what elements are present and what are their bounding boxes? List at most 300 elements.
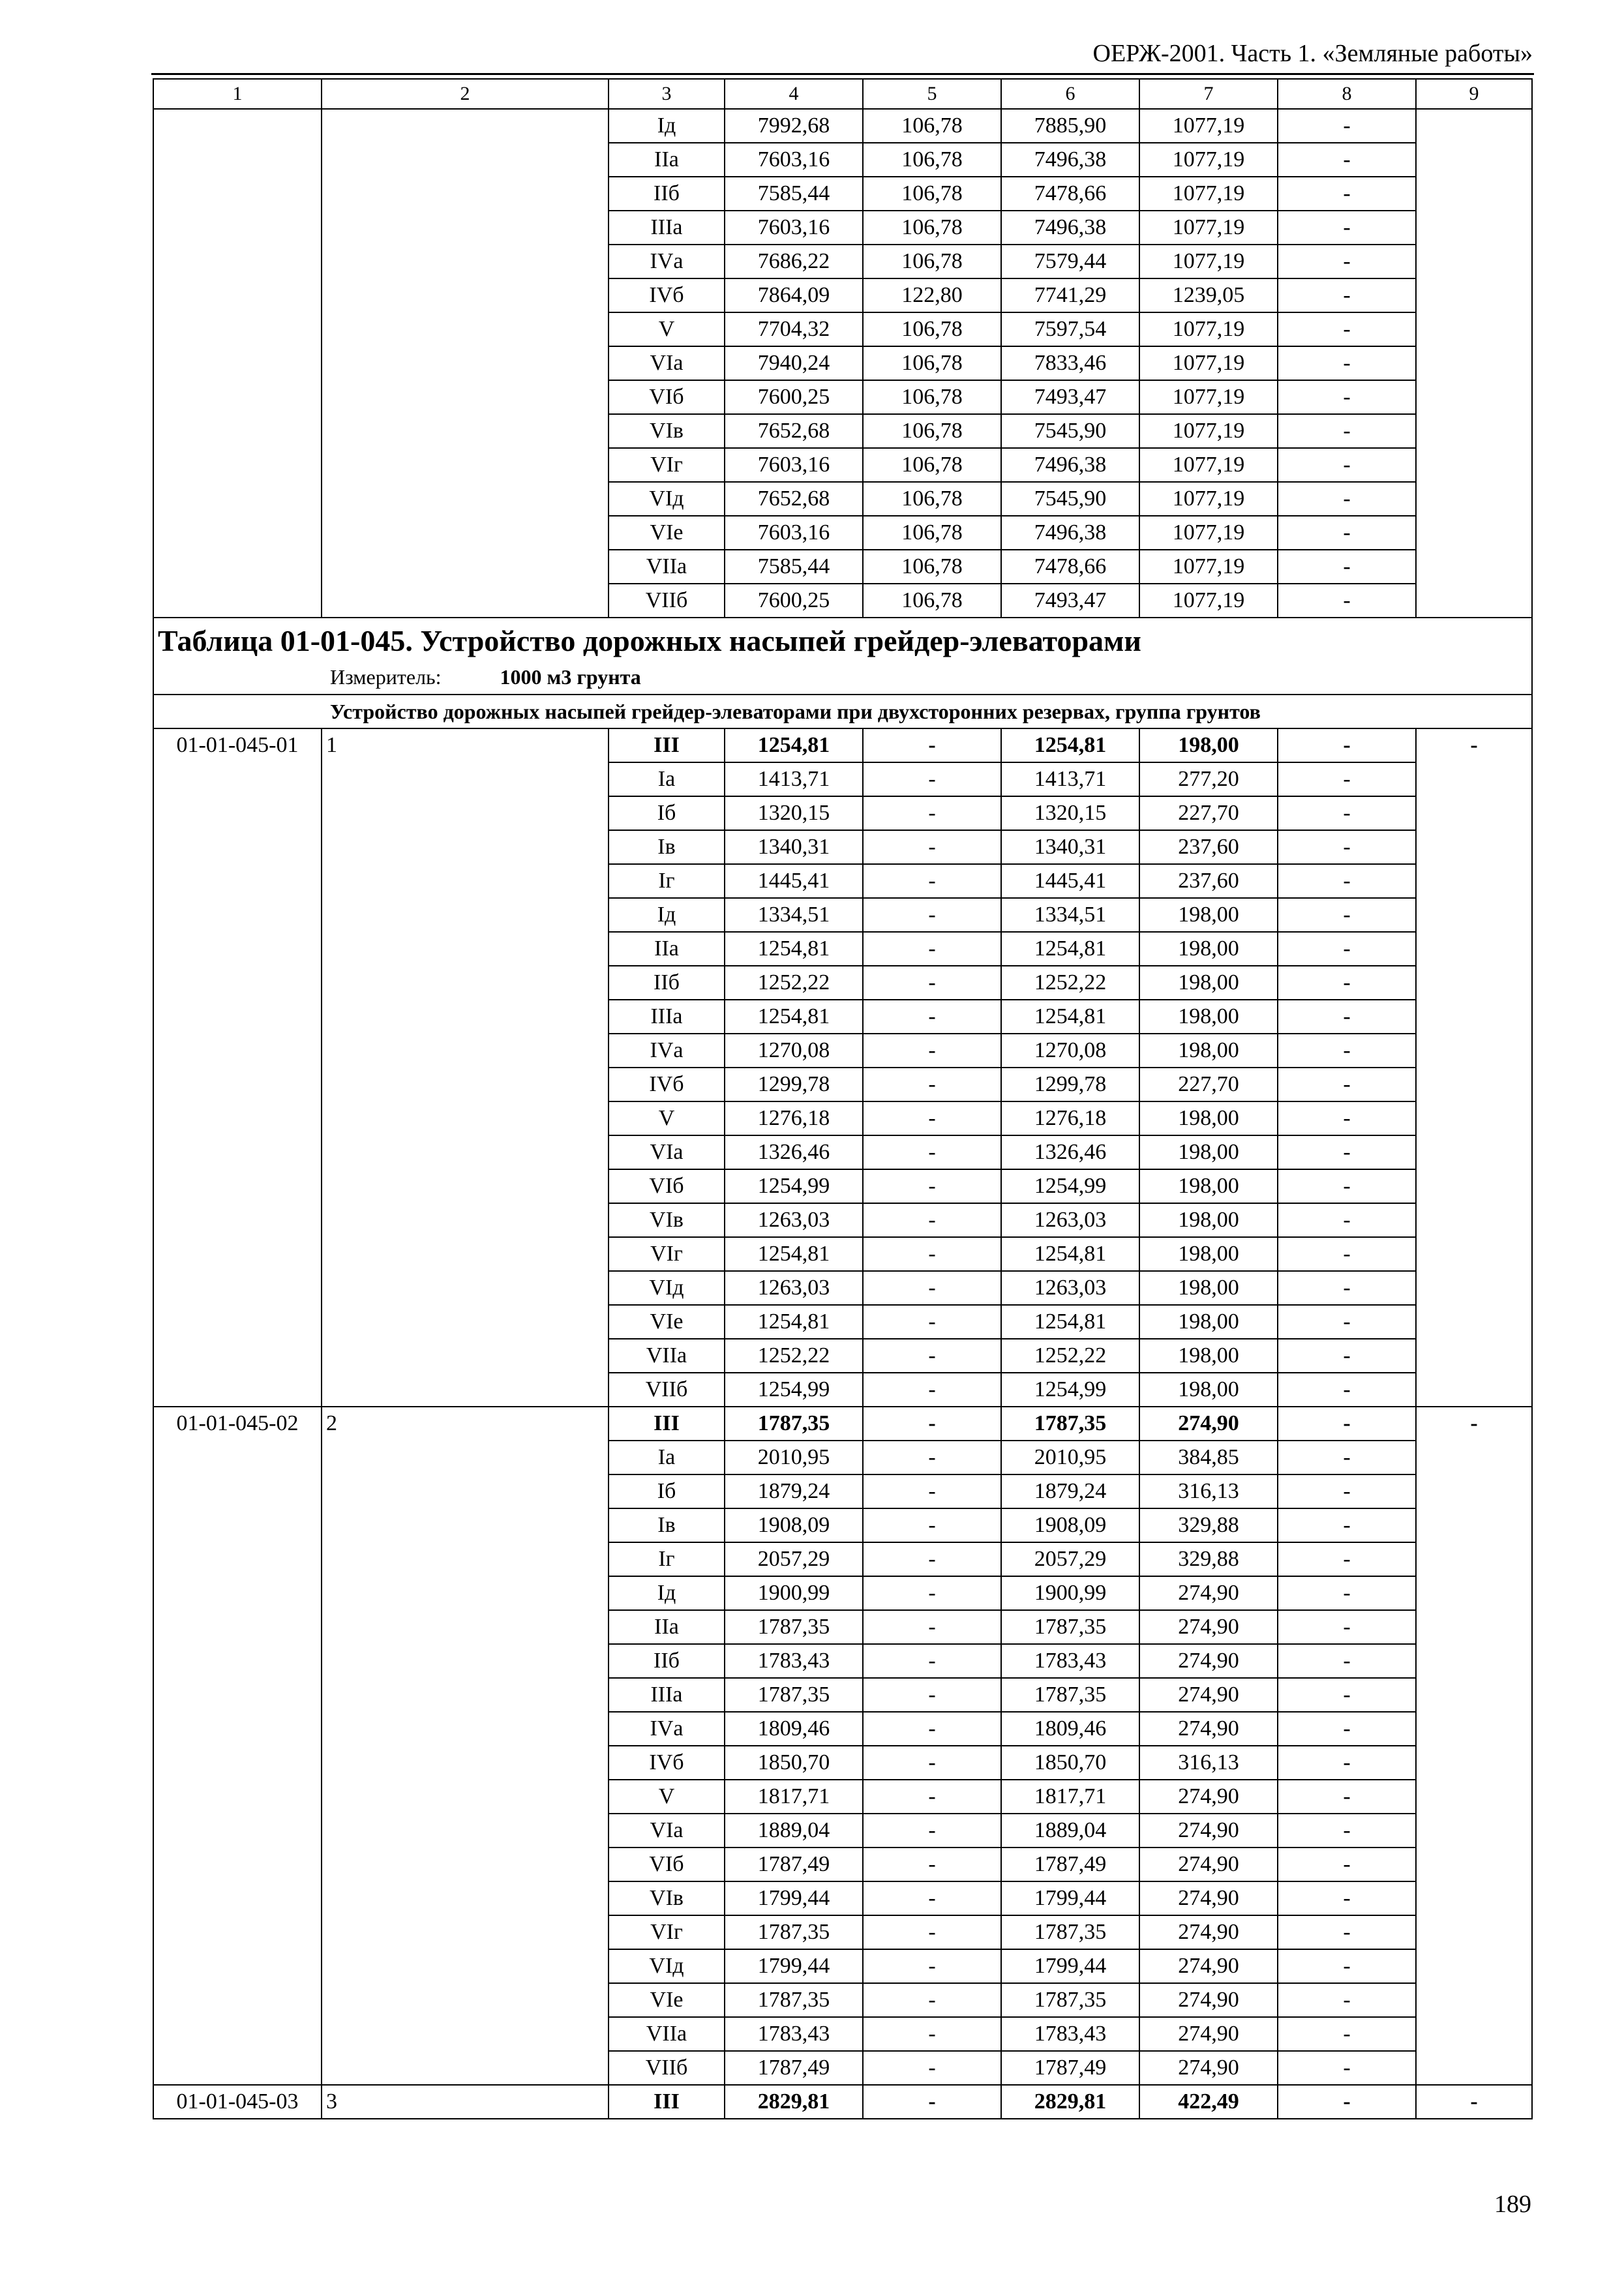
soil-group-cell: IIб xyxy=(609,1644,725,1678)
value-cell: 1239,05 xyxy=(1139,278,1278,312)
value-cell: 1334,51 xyxy=(1001,898,1139,932)
soil-group-cell: VIб xyxy=(609,1169,725,1203)
value-cell: 274,90 xyxy=(1139,1407,1278,1441)
value-cell: 1077,19 xyxy=(1139,448,1278,482)
soil-group-cell: VIг xyxy=(609,448,725,482)
soil-group-cell: VIIб xyxy=(609,584,725,618)
value-cell: 277,20 xyxy=(1139,762,1278,796)
value-cell: - xyxy=(1278,1441,1416,1474)
value-cell: 7600,25 xyxy=(725,380,863,414)
value-cell: - xyxy=(1278,312,1416,346)
value-cell: - xyxy=(863,830,1001,864)
value-cell: 1783,43 xyxy=(725,2017,863,2051)
value-cell: 1334,51 xyxy=(725,898,863,932)
value-cell: 106,78 xyxy=(863,482,1001,516)
value-cell: 1077,19 xyxy=(1139,482,1278,516)
soil-group-cell: Iг xyxy=(609,1542,725,1576)
value-cell: - xyxy=(1278,245,1416,278)
value-cell: 1077,19 xyxy=(1139,380,1278,414)
value-cell: 1445,41 xyxy=(1001,864,1139,898)
code-cell: 01-01-045-02 xyxy=(153,1407,322,2085)
value-cell: 106,78 xyxy=(863,245,1001,278)
value-cell: 1783,43 xyxy=(1001,1644,1139,1678)
value-cell: - xyxy=(1278,448,1416,482)
column-number: 4 xyxy=(725,79,863,109)
value-cell: 1783,43 xyxy=(1001,2017,1139,2051)
value-cell: - xyxy=(1278,177,1416,211)
soil-group-cell: VIа xyxy=(609,1135,725,1169)
value-cell: 7864,09 xyxy=(725,278,863,312)
value-cell: 1276,18 xyxy=(725,1101,863,1135)
soil-group-cell: IVа xyxy=(609,1034,725,1068)
value-cell: - xyxy=(1278,211,1416,245)
page-number: 189 xyxy=(1494,2191,1531,2218)
soil-group-cell: VIд xyxy=(609,482,725,516)
value-cell: 122,80 xyxy=(863,278,1001,312)
soil-group-cell: VIе xyxy=(609,1305,725,1339)
value-cell: - xyxy=(1278,1644,1416,1678)
value-cell: - xyxy=(1278,109,1416,143)
value-cell: - xyxy=(1278,1983,1416,2017)
code-cell: 01-01-045-03 xyxy=(153,2085,322,2119)
value-cell: - xyxy=(1278,2051,1416,2085)
column-number: 3 xyxy=(609,79,725,109)
value-cell: 198,00 xyxy=(1139,728,1278,762)
value-cell: 106,78 xyxy=(863,584,1001,618)
value-cell: 7496,38 xyxy=(1001,211,1139,245)
value-cell: 1077,19 xyxy=(1139,143,1278,177)
col9-cell: - xyxy=(1416,728,1532,1407)
value-cell: 1326,46 xyxy=(725,1135,863,1169)
soil-group-cell: III xyxy=(609,728,725,762)
value-cell: - xyxy=(1278,1000,1416,1034)
value-cell: 1908,09 xyxy=(725,1508,863,1542)
column-number: 8 xyxy=(1278,79,1416,109)
soil-group-cell: Iа xyxy=(609,1441,725,1474)
soil-group-cell: VIв xyxy=(609,414,725,448)
value-cell: - xyxy=(863,1169,1001,1203)
column-number: 5 xyxy=(863,79,1001,109)
value-cell: 198,00 xyxy=(1139,898,1278,932)
value-cell: - xyxy=(863,728,1001,762)
value-cell: 329,88 xyxy=(1139,1542,1278,1576)
column-number: 9 xyxy=(1416,79,1532,109)
value-cell: 7652,68 xyxy=(725,482,863,516)
value-cell: - xyxy=(863,2017,1001,2051)
soil-group-cell: Iа xyxy=(609,762,725,796)
value-cell: - xyxy=(863,2085,1001,2119)
soil-group-cell: IVа xyxy=(609,1712,725,1746)
value-cell: - xyxy=(1278,1135,1416,1169)
value-cell: 1077,19 xyxy=(1139,584,1278,618)
value-cell: 1299,78 xyxy=(725,1068,863,1101)
value-cell: 1413,71 xyxy=(725,762,863,796)
value-cell: 198,00 xyxy=(1139,1237,1278,1271)
value-cell: 1445,41 xyxy=(725,864,863,898)
soil-group-cell: IVб xyxy=(609,1068,725,1101)
value-cell: - xyxy=(1278,1848,1416,1881)
value-cell: - xyxy=(1278,380,1416,414)
name-cell: 3 xyxy=(322,2085,609,2119)
value-cell: - xyxy=(1278,1474,1416,1508)
value-cell: - xyxy=(863,762,1001,796)
value-cell: 1787,35 xyxy=(1001,1610,1139,1644)
value-cell: 274,90 xyxy=(1139,1678,1278,1712)
table-row xyxy=(153,1407,1532,1441)
value-cell: 7496,38 xyxy=(1001,516,1139,550)
soil-group-cell: Iв xyxy=(609,1508,725,1542)
value-cell: - xyxy=(1278,1034,1416,1068)
soil-group-cell: VIг xyxy=(609,1915,725,1949)
soil-group-cell: IIIа xyxy=(609,211,725,245)
value-cell: 329,88 xyxy=(1139,1508,1278,1542)
soil-group-cell: Iд xyxy=(609,1576,725,1610)
soil-group-cell: Iд xyxy=(609,898,725,932)
value-cell: 274,90 xyxy=(1139,1576,1278,1610)
value-cell: 1254,99 xyxy=(1001,1373,1139,1407)
value-cell: 316,13 xyxy=(1139,1746,1278,1780)
soil-group-cell: IIа xyxy=(609,932,725,966)
value-cell: 1077,19 xyxy=(1139,550,1278,584)
value-cell: 106,78 xyxy=(863,109,1001,143)
value-cell: 7652,68 xyxy=(725,414,863,448)
value-cell: - xyxy=(863,898,1001,932)
value-cell: - xyxy=(1278,1508,1416,1542)
soil-group-cell: VIд xyxy=(609,1271,725,1305)
value-cell: - xyxy=(863,1949,1001,1983)
value-cell: 1254,81 xyxy=(1001,1000,1139,1034)
value-cell: 1908,09 xyxy=(1001,1508,1139,1542)
value-cell: 1817,71 xyxy=(1001,1780,1139,1814)
value-cell: 1252,22 xyxy=(1001,966,1139,1000)
value-cell: 7545,90 xyxy=(1001,482,1139,516)
value-cell: 106,78 xyxy=(863,312,1001,346)
value-cell: 106,78 xyxy=(863,516,1001,550)
value-cell: 1254,81 xyxy=(725,932,863,966)
value-cell: 227,70 xyxy=(1139,796,1278,830)
soil-group-cell: VIб xyxy=(609,380,725,414)
soil-group-cell: Iг xyxy=(609,864,725,898)
value-cell: 7493,47 xyxy=(1001,380,1139,414)
value-cell: 2057,29 xyxy=(1001,1542,1139,1576)
value-cell: - xyxy=(863,1237,1001,1271)
soil-group-cell: VIв xyxy=(609,1203,725,1237)
table-row xyxy=(153,2085,1532,2119)
value-cell: - xyxy=(1278,1339,1416,1373)
value-cell: 1850,70 xyxy=(725,1746,863,1780)
value-cell: - xyxy=(863,1339,1001,1373)
value-cell: 7603,16 xyxy=(725,516,863,550)
soil-group-cell: Iд xyxy=(609,109,725,143)
value-cell: 7603,16 xyxy=(725,448,863,482)
value-cell: - xyxy=(863,1508,1001,1542)
soil-group-cell: V xyxy=(609,1101,725,1135)
column-number: 6 xyxy=(1001,79,1139,109)
norms-table xyxy=(153,78,1533,2119)
value-cell: 1254,81 xyxy=(1001,932,1139,966)
value-cell: 2057,29 xyxy=(725,1542,863,1576)
value-cell: - xyxy=(1278,966,1416,1000)
value-cell: - xyxy=(863,1101,1001,1135)
value-cell: - xyxy=(863,1000,1001,1034)
value-cell: - xyxy=(1278,1576,1416,1610)
value-cell: 7704,32 xyxy=(725,312,863,346)
value-cell: 1787,35 xyxy=(1001,1915,1139,1949)
column-number-row xyxy=(153,79,1532,109)
value-cell: 274,90 xyxy=(1139,1814,1278,1848)
name-cell xyxy=(322,109,609,618)
value-cell: - xyxy=(863,1610,1001,1644)
meter-line xyxy=(154,664,1531,694)
value-cell: - xyxy=(1278,1101,1416,1135)
value-cell: - xyxy=(863,1712,1001,1746)
value-cell: - xyxy=(1278,482,1416,516)
meter-label: Измеритель: xyxy=(330,665,442,689)
value-cell: 274,90 xyxy=(1139,1780,1278,1814)
value-cell: 1254,99 xyxy=(725,1169,863,1203)
value-cell: 7478,66 xyxy=(1001,550,1139,584)
value-cell: 1787,35 xyxy=(1001,1983,1139,2017)
value-cell: - xyxy=(1278,1068,1416,1101)
value-cell: - xyxy=(1278,1169,1416,1203)
soil-group-cell: III xyxy=(609,1407,725,1441)
value-cell: - xyxy=(1278,898,1416,932)
value-cell: - xyxy=(863,1305,1001,1339)
value-cell: 1889,04 xyxy=(725,1814,863,1848)
value-cell: 7496,38 xyxy=(1001,448,1139,482)
table-row xyxy=(153,109,1532,143)
col9-cell: - xyxy=(1416,2085,1532,2119)
value-cell: 106,78 xyxy=(863,448,1001,482)
value-cell: 1077,19 xyxy=(1139,346,1278,380)
value-cell: - xyxy=(1278,1237,1416,1271)
value-cell: 7885,90 xyxy=(1001,109,1139,143)
value-cell: - xyxy=(1278,346,1416,380)
value-cell: 1077,19 xyxy=(1139,312,1278,346)
soil-group-cell: IVа xyxy=(609,245,725,278)
value-cell: 1254,81 xyxy=(725,1237,863,1271)
soil-group-cell: VIд xyxy=(609,1949,725,1983)
value-cell: 274,90 xyxy=(1139,2051,1278,2085)
value-cell: 1787,35 xyxy=(725,1678,863,1712)
value-cell: - xyxy=(1278,1678,1416,1712)
soil-group-cell: Iб xyxy=(609,796,725,830)
value-cell: - xyxy=(1278,1746,1416,1780)
value-cell: 1254,99 xyxy=(1001,1169,1139,1203)
value-cell: 1799,44 xyxy=(725,1949,863,1983)
value-cell: - xyxy=(863,1271,1001,1305)
value-cell: - xyxy=(863,932,1001,966)
value-cell: - xyxy=(1278,2017,1416,2051)
value-cell: 7833,46 xyxy=(1001,346,1139,380)
value-cell: 274,90 xyxy=(1139,2017,1278,2051)
value-cell: - xyxy=(1278,1949,1416,1983)
subsection-caption: Устройство дорожных насыпей грейдер-элеваторами при двухсторонних резервах, группа грунтов xyxy=(153,695,1532,728)
value-cell: 7597,54 xyxy=(1001,312,1139,346)
value-cell: 422,49 xyxy=(1139,2085,1278,2119)
soil-group-cell: IIа xyxy=(609,143,725,177)
value-cell: 198,00 xyxy=(1139,1000,1278,1034)
value-cell: 2829,81 xyxy=(725,2085,863,2119)
value-cell: 7579,44 xyxy=(1001,245,1139,278)
value-cell: 1252,22 xyxy=(725,1339,863,1373)
value-cell: 274,90 xyxy=(1139,1644,1278,1678)
soil-group-cell: VIг xyxy=(609,1237,725,1271)
value-cell: - xyxy=(863,1780,1001,1814)
soil-group-cell: VIIа xyxy=(609,2017,725,2051)
value-cell: 1077,19 xyxy=(1139,245,1278,278)
name-cell: 1 xyxy=(322,728,609,1407)
value-cell: 1077,19 xyxy=(1139,109,1278,143)
value-cell: 1299,78 xyxy=(1001,1068,1139,1101)
value-cell: 1787,49 xyxy=(725,1848,863,1881)
value-cell: 106,78 xyxy=(863,177,1001,211)
soil-group-cell: VIIа xyxy=(609,550,725,584)
value-cell: 237,60 xyxy=(1139,830,1278,864)
soil-group-cell: VIа xyxy=(609,346,725,380)
value-cell: - xyxy=(1278,414,1416,448)
value-cell: 1783,43 xyxy=(725,1644,863,1678)
value-cell: - xyxy=(1278,1610,1416,1644)
value-cell: - xyxy=(1278,584,1416,618)
soil-group-cell: IVб xyxy=(609,278,725,312)
value-cell: 1320,15 xyxy=(1001,796,1139,830)
value-cell: - xyxy=(1278,1203,1416,1237)
value-cell: 1270,08 xyxy=(1001,1034,1139,1068)
value-cell: 106,78 xyxy=(863,143,1001,177)
value-cell: 7686,22 xyxy=(725,245,863,278)
value-cell: 7741,29 xyxy=(1001,278,1139,312)
value-cell: - xyxy=(863,966,1001,1000)
soil-group-cell: VIе xyxy=(609,1983,725,2017)
value-cell: 1263,03 xyxy=(725,1271,863,1305)
code-cell: 01-01-045-01 xyxy=(153,728,322,1407)
value-cell: 1077,19 xyxy=(1139,414,1278,448)
value-cell: 2010,95 xyxy=(1001,1441,1139,1474)
value-cell: - xyxy=(863,1814,1001,1848)
value-cell: 1787,35 xyxy=(725,1915,863,1949)
value-cell: - xyxy=(863,1068,1001,1101)
col9-cell xyxy=(1416,109,1532,618)
value-cell: - xyxy=(1278,550,1416,584)
value-cell: 274,90 xyxy=(1139,1848,1278,1881)
col9-cell: - xyxy=(1416,1407,1532,2085)
value-cell: - xyxy=(863,1407,1001,1441)
subsection-row xyxy=(153,695,1532,728)
value-cell: - xyxy=(863,1542,1001,1576)
value-cell: 106,78 xyxy=(863,380,1001,414)
column-number: 7 xyxy=(1139,79,1278,109)
value-cell: 7493,47 xyxy=(1001,584,1139,618)
value-cell: 1254,81 xyxy=(1001,1305,1139,1339)
value-cell: 1787,49 xyxy=(725,2051,863,2085)
soil-group-cell: VIIа xyxy=(609,1339,725,1373)
soil-group-cell: Iб xyxy=(609,1474,725,1508)
soil-group-cell: IIб xyxy=(609,177,725,211)
value-cell: 1787,49 xyxy=(1001,1848,1139,1881)
value-cell: 7603,16 xyxy=(725,211,863,245)
value-cell: - xyxy=(863,1034,1001,1068)
value-cell: - xyxy=(1278,728,1416,762)
value-cell: - xyxy=(1278,1542,1416,1576)
value-cell: 1809,46 xyxy=(1001,1712,1139,1746)
value-cell: 1252,22 xyxy=(1001,1339,1139,1373)
value-cell: - xyxy=(1278,1814,1416,1848)
header-rule xyxy=(151,73,1534,75)
value-cell: 198,00 xyxy=(1139,1169,1278,1203)
value-cell: 198,00 xyxy=(1139,1135,1278,1169)
value-cell: 1263,03 xyxy=(1001,1271,1139,1305)
value-cell: 1799,44 xyxy=(1001,1881,1139,1915)
value-cell: 198,00 xyxy=(1139,1203,1278,1237)
value-cell: 274,90 xyxy=(1139,1610,1278,1644)
value-cell: - xyxy=(863,1644,1001,1678)
value-cell: 1263,03 xyxy=(725,1203,863,1237)
value-cell: 1263,03 xyxy=(1001,1203,1139,1237)
value-cell: 198,00 xyxy=(1139,1271,1278,1305)
value-cell: 1276,18 xyxy=(1001,1101,1139,1135)
column-number: 2 xyxy=(322,79,609,109)
value-cell: - xyxy=(1278,516,1416,550)
soil-group-cell: IIб xyxy=(609,966,725,1000)
value-cell: 1787,35 xyxy=(1001,1407,1139,1441)
value-cell: 1787,35 xyxy=(725,1983,863,2017)
soil-group-cell: VIIб xyxy=(609,2051,725,2085)
value-cell: 7478,66 xyxy=(1001,177,1139,211)
value-cell: 106,78 xyxy=(863,414,1001,448)
value-cell: 7585,44 xyxy=(725,550,863,584)
value-cell: - xyxy=(863,1983,1001,2017)
value-cell: 1799,44 xyxy=(725,1881,863,1915)
value-cell: - xyxy=(1278,1407,1416,1441)
soil-group-cell: Iв xyxy=(609,830,725,864)
soil-group-cell: VIIб xyxy=(609,1373,725,1407)
value-cell: 1254,99 xyxy=(725,1373,863,1407)
value-cell: - xyxy=(1278,1712,1416,1746)
soil-group-cell: IVб xyxy=(609,1746,725,1780)
value-cell: 198,00 xyxy=(1139,1305,1278,1339)
value-cell: 1254,81 xyxy=(725,1305,863,1339)
value-cell: - xyxy=(863,864,1001,898)
value-cell: 1254,81 xyxy=(1001,1237,1139,1271)
value-cell: 1799,44 xyxy=(1001,1949,1139,1983)
soil-group-cell: IIIа xyxy=(609,1000,725,1034)
value-cell: 106,78 xyxy=(863,211,1001,245)
table-title: Таблица 01-01-045. Устройство дорожных насыпей грейдер-элеваторами xyxy=(158,624,1141,657)
value-cell: - xyxy=(1278,932,1416,966)
code-cell xyxy=(153,109,322,618)
value-cell: - xyxy=(863,1881,1001,1915)
value-cell: 1850,70 xyxy=(1001,1746,1139,1780)
value-cell: - xyxy=(863,2051,1001,2085)
soil-group-cell: V xyxy=(609,312,725,346)
value-cell: 2829,81 xyxy=(1001,2085,1139,2119)
value-cell: 106,78 xyxy=(863,550,1001,584)
value-cell: 198,00 xyxy=(1139,932,1278,966)
value-cell: 7600,25 xyxy=(725,584,863,618)
value-cell: - xyxy=(1278,830,1416,864)
value-cell: - xyxy=(1278,1881,1416,1915)
value-cell: 384,85 xyxy=(1139,1441,1278,1474)
value-cell: 198,00 xyxy=(1139,1373,1278,1407)
value-cell: 274,90 xyxy=(1139,1983,1278,2017)
value-cell: - xyxy=(1278,2085,1416,2119)
table-title-row xyxy=(153,618,1532,695)
value-cell: 274,90 xyxy=(1139,1881,1278,1915)
value-cell: 7585,44 xyxy=(725,177,863,211)
value-cell: 198,00 xyxy=(1139,1339,1278,1373)
value-cell: 316,13 xyxy=(1139,1474,1278,1508)
